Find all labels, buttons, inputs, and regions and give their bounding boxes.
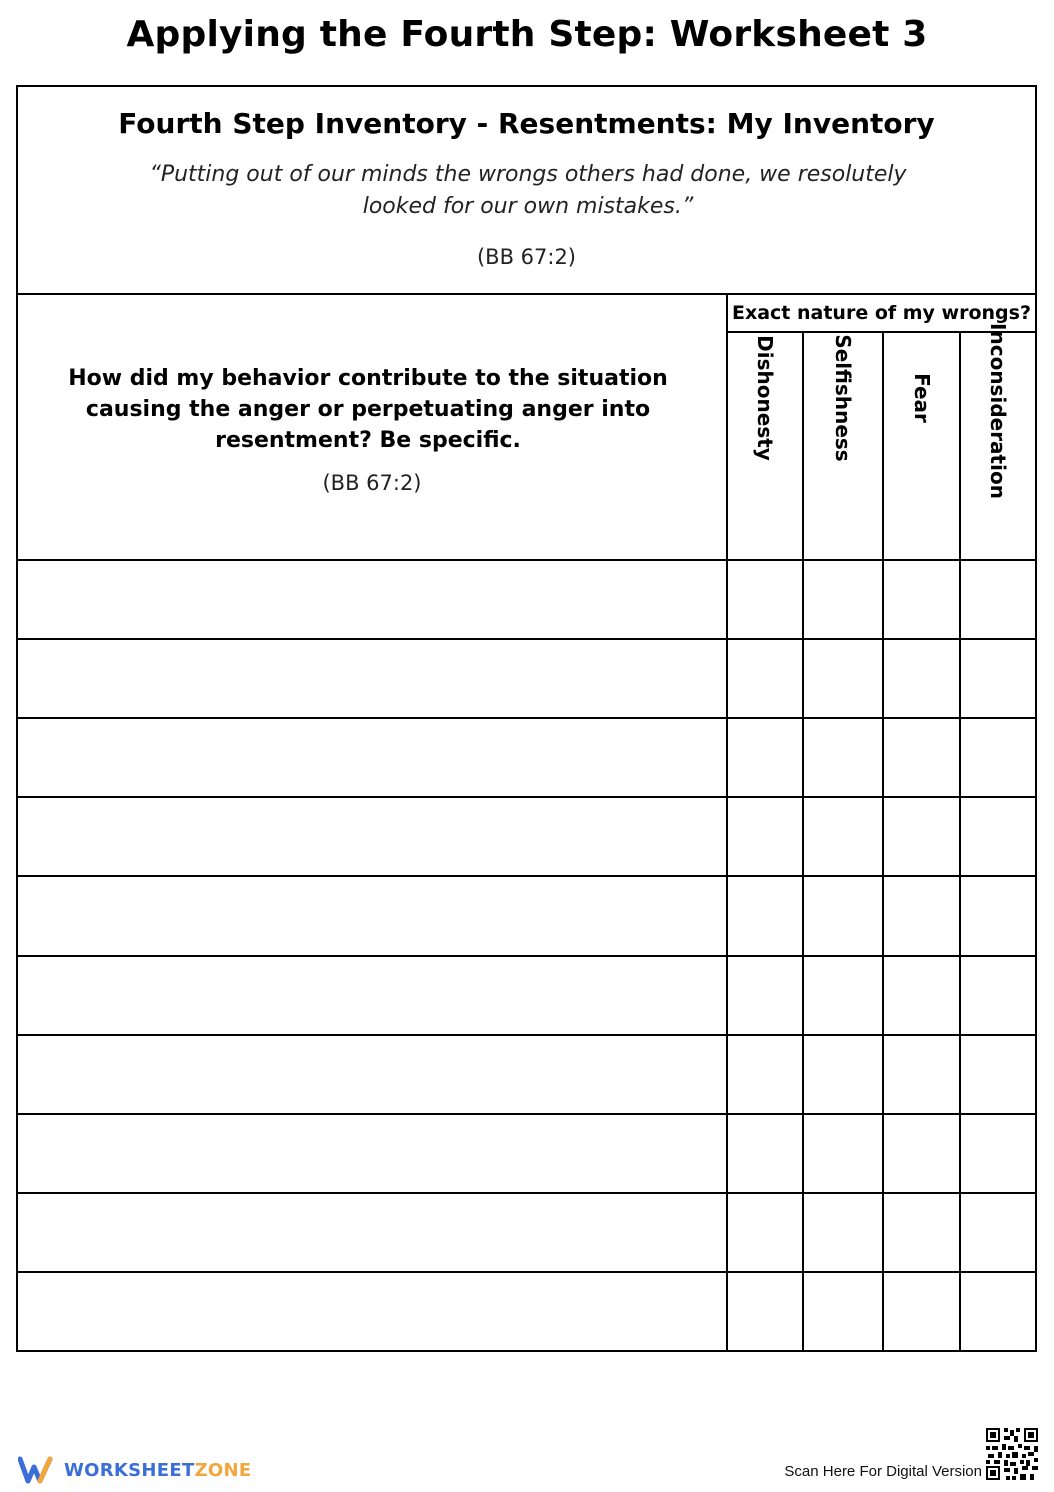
- table-row: [18, 1194, 1035, 1271]
- answer-cell-fear[interactable]: [884, 1036, 959, 1113]
- answer-cell-behavior[interactable]: [18, 957, 726, 1034]
- table-row: [18, 1115, 1035, 1192]
- intro-quote: “Putting out of our minds the wrongs others had done, we resolutely looked for our own mistakes.”: [149, 162, 907, 219]
- inventory-table: [16, 85, 1037, 1352]
- answer-cell-fear[interactable]: [884, 798, 959, 875]
- answer-cell-inconsideration[interactable]: [961, 1036, 1035, 1113]
- answer-cell-dishonesty[interactable]: [728, 1036, 802, 1113]
- answer-cell-behavior[interactable]: [18, 640, 726, 717]
- column-header-inconsideration: [961, 323, 1035, 559]
- question-header-cell: [18, 295, 728, 559]
- answer-cell-selfishness[interactable]: [804, 1194, 882, 1271]
- column-header-dishonesty: [728, 333, 802, 559]
- column-label-dishonesty: Dishonesty: [753, 335, 777, 461]
- answer-cell-inconsideration[interactable]: [961, 1194, 1035, 1271]
- table-row: [18, 1036, 1035, 1113]
- answer-cell-behavior[interactable]: [18, 561, 726, 638]
- answer-cell-dishonesty[interactable]: [728, 877, 802, 954]
- answer-cell-inconsideration[interactable]: [961, 957, 1035, 1034]
- brand-name-secondary: ZONE: [194, 1459, 252, 1481]
- table-row: [18, 798, 1035, 875]
- table-row: [18, 561, 1035, 638]
- answer-cell-inconsideration[interactable]: [961, 719, 1035, 796]
- answer-cell-selfishness[interactable]: [804, 719, 882, 796]
- answer-cell-fear[interactable]: [884, 640, 959, 717]
- answer-cell-selfishness[interactable]: [804, 1273, 882, 1350]
- brand-name: [64, 1460, 252, 1481]
- question-text: How did my behavior contribute to the situation causing the anger or perpetuating anger into resentment? Be specific.: [68, 366, 668, 453]
- column-header-selfishness: [804, 333, 882, 559]
- answer-cell-selfishness[interactable]: [804, 798, 882, 875]
- intro-reference: (BB 67:2): [476, 245, 577, 269]
- answer-cell-dishonesty[interactable]: [728, 798, 802, 875]
- answer-cell-selfishness[interactable]: [804, 1115, 882, 1192]
- table-row: [18, 640, 1035, 717]
- question-reference: (BB 67:2): [322, 471, 422, 495]
- answer-cell-fear[interactable]: [884, 1194, 959, 1271]
- column-header-fear: [884, 333, 959, 559]
- column-label-fear: Fear: [909, 373, 934, 423]
- page-title: Applying the Fourth Step: Worksheet 3: [126, 14, 928, 55]
- answer-cell-dishonesty[interactable]: [728, 1115, 802, 1192]
- answer-cell-fear[interactable]: [884, 1115, 959, 1192]
- answer-cell-behavior[interactable]: [18, 719, 726, 796]
- answer-cell-inconsideration[interactable]: [961, 1273, 1035, 1350]
- intro-heading: Fourth Step Inventory - Resentments: My Inventory: [118, 107, 935, 140]
- answer-cell-fear[interactable]: [884, 561, 959, 638]
- table-row: [18, 957, 1035, 1034]
- answer-cell-dishonesty[interactable]: [728, 1273, 802, 1350]
- answer-cell-inconsideration[interactable]: [961, 640, 1035, 717]
- column-label-inconsideration: Inconsideration: [986, 323, 1010, 499]
- qr-code-icon[interactable]: [984, 1426, 1040, 1482]
- table-row: [18, 719, 1035, 796]
- answer-cell-fear[interactable]: [884, 1273, 959, 1350]
- intro-section: [18, 87, 1035, 295]
- answer-cell-fear[interactable]: [884, 719, 959, 796]
- table-row: [18, 877, 1035, 954]
- answer-cell-inconsideration[interactable]: [961, 877, 1035, 954]
- brand-logo: [18, 1452, 252, 1488]
- answer-cell-dishonesty[interactable]: [728, 957, 802, 1034]
- worksheetzone-logo-icon: [18, 1455, 58, 1485]
- table-row: [18, 1273, 1035, 1350]
- answer-cell-behavior[interactable]: [18, 1115, 726, 1192]
- answer-cell-behavior[interactable]: [18, 877, 726, 954]
- answer-cell-inconsideration[interactable]: [961, 1115, 1035, 1192]
- wrongs-header: Exact nature of my wrongs?: [728, 295, 1035, 333]
- answer-cell-dishonesty[interactable]: [728, 719, 802, 796]
- answer-cell-behavior[interactable]: [18, 798, 726, 875]
- answer-cell-fear[interactable]: [884, 877, 959, 954]
- answer-cell-selfishness[interactable]: [804, 640, 882, 717]
- answer-cell-behavior[interactable]: [18, 1194, 726, 1271]
- brand-name-primary: WORKSHEET: [64, 1459, 195, 1481]
- answer-cell-selfishness[interactable]: [804, 877, 882, 954]
- scan-instruction: Scan Here For Digital Version: [784, 1463, 982, 1480]
- answer-cell-selfishness[interactable]: [804, 1036, 882, 1113]
- answer-cell-behavior[interactable]: [18, 1273, 726, 1350]
- answer-cell-dishonesty[interactable]: [728, 1194, 802, 1271]
- answer-cell-fear[interactable]: [884, 957, 959, 1034]
- answer-cell-dishonesty[interactable]: [728, 640, 802, 717]
- answer-cell-inconsideration[interactable]: [961, 561, 1035, 638]
- column-label-selfishness: Selfishness: [831, 334, 855, 462]
- answer-cell-inconsideration[interactable]: [961, 798, 1035, 875]
- answer-cell-behavior[interactable]: [18, 1036, 726, 1113]
- answer-cell-selfishness[interactable]: [804, 561, 882, 638]
- answer-cell-dishonesty[interactable]: [728, 561, 802, 638]
- answer-cell-selfishness[interactable]: [804, 957, 882, 1034]
